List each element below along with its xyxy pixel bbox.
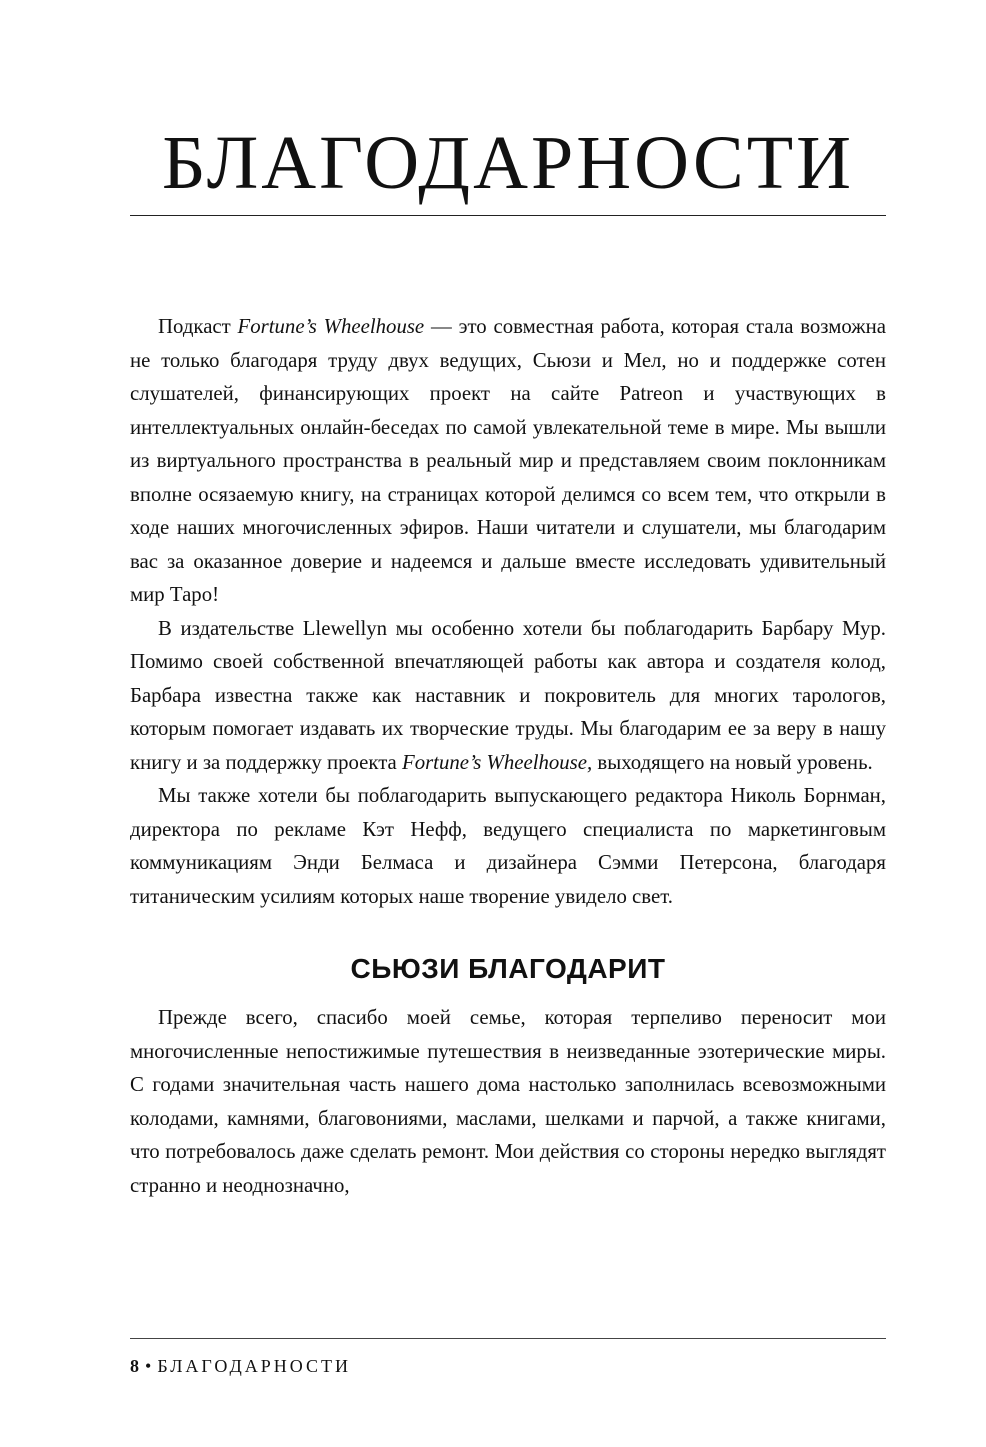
paragraph-suzi: Прежде всего, спасибо моей семье, которая терпеливо переносит мои многочисленные непостижимые путешествия в неизведанные эзотерические миры. С годами значительная часть нашего дома настолько заполнилась всевозможными колодами, камнями, благовониями, маслами, шелками и парчой, а также книгами, что потребовалось даже сделать ремонт. Мои действия со стороны нередко выглядят странно и неоднозначно, (130, 1006, 886, 1197)
chapter-title: БЛАГОДАРНОСТИ (161, 121, 854, 205)
running-title: БЛАГОДАРНОСТИ (157, 1356, 351, 1376)
paragraph-publisher (130, 612, 886, 780)
paragraph-intro (130, 310, 886, 612)
body-text (130, 310, 886, 1202)
paragraph-intro-text-1: Подкаст (158, 315, 238, 338)
podcast-title-italic: Fortune’s Wheelhouse, (401, 750, 593, 774)
footer-divider (130, 1338, 886, 1339)
section-heading: СЬЮЗИ БЛАГОДАРИТ (350, 953, 666, 984)
paragraph-intro-text-2: — это совместная работа, которая стала возможна не только благодаря труду двух ведущих, Сьюзи и Мел, но и поддержке сотен слушателей, финансирующих проект на сайте Patreon и участвующих в интеллектуальных онлайн-беседах по самой увлекательной теме в мире. Мы вышли из виртуального пространства в реальный мир и представляем своим поклонникам вполне осязаемую книгу, на страницах которой делимся со всем тем, что открыли в ходе наших многочисленных эфиров. Наши читатели и слушатели, мы благодарим вас за оказанное доверие и надеемся и дальше вместе исследовать удивительный мир Таро! (130, 315, 886, 606)
title-divider (130, 215, 886, 216)
footer-bullet: • (145, 1356, 152, 1376)
running-footer (130, 1354, 351, 1378)
page-number: 8 (130, 1356, 139, 1376)
podcast-title-italic: Fortune’s Wheelhouse (237, 315, 425, 338)
paragraph-team: Мы также хотели бы поблагодарить выпускающего редактора Николь Борнман, директора по рекламе Кэт Нефф, ведущего специалиста по маркетинговым коммуникациям Энди Белмаса и дизайнера Сэмми Петерсона, благодаря титаническим усилиям которых наше творение увидело свет. (130, 784, 886, 908)
paragraph-publisher-text-2: выходящего на новый уровень. (592, 750, 873, 774)
paragraph-publisher-text-1: В издательстве Llewellyn мы особенно хотели бы поблагодарить Барбару Мур. Помимо своей собственной впечатляющей работы как автора и создателя колод, Барбара известна также как наставник и покровитель для многих тарологов, которым помогает издавать их творческие труды. Мы благодарим ее за веру в нашу книгу и за поддержку проекта (130, 616, 886, 774)
